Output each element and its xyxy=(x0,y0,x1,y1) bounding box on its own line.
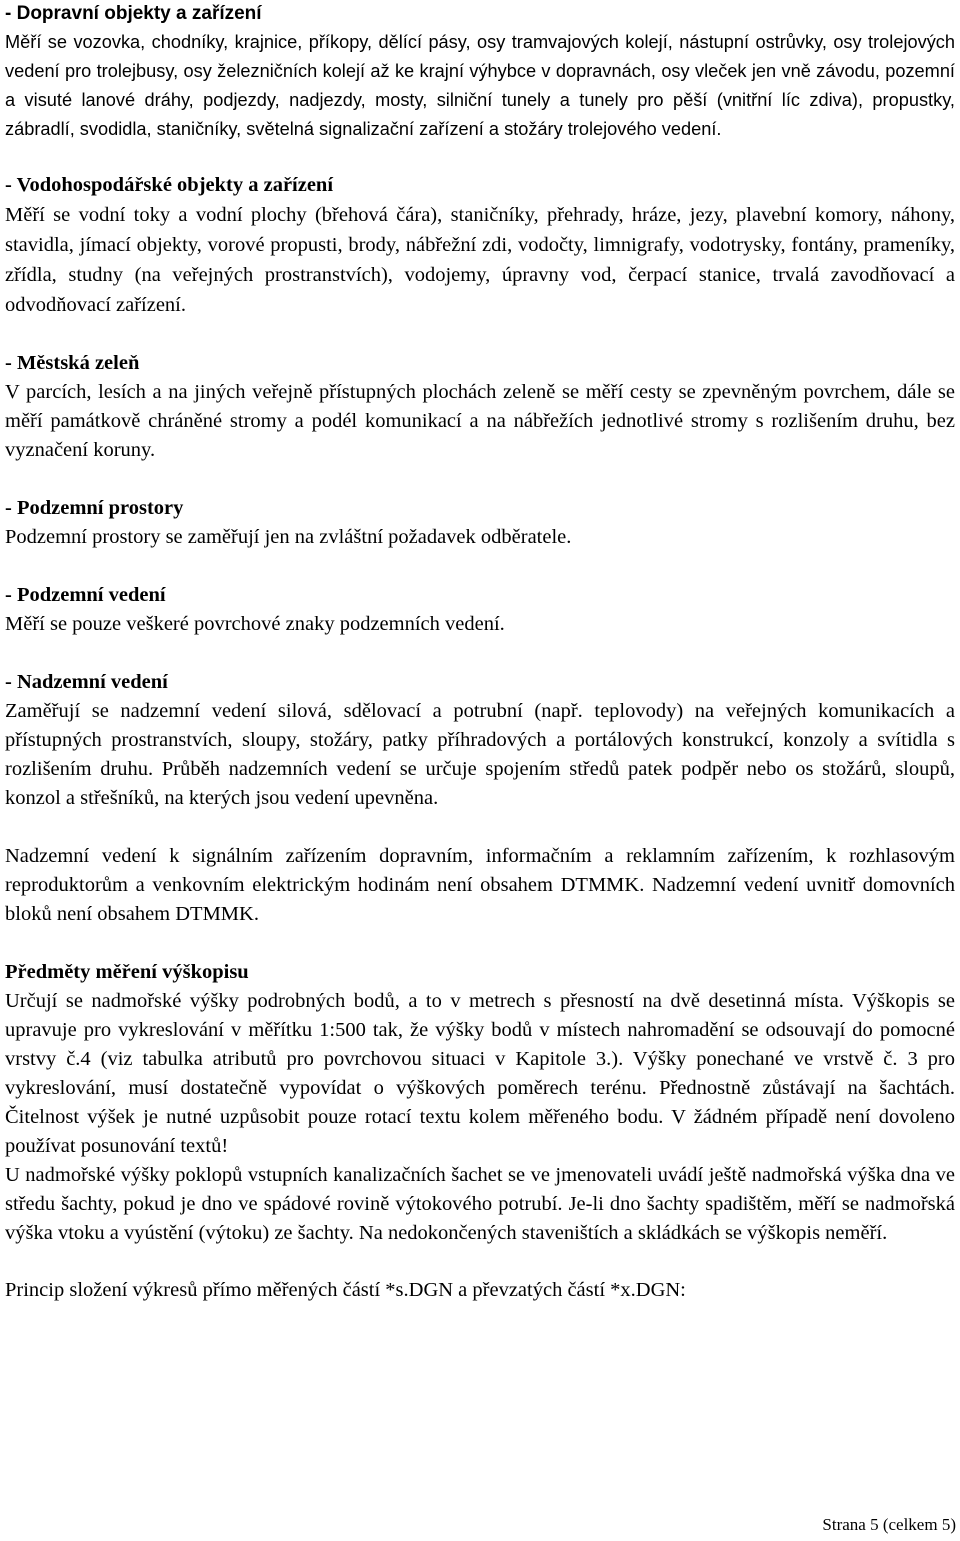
section-text: Podzemní prostory se zaměřují jen na zvláštní požadavek odběratele. xyxy=(5,526,572,548)
section-text: V parcích, lesích a na jiných veřejně přístupných plochách zeleně se měří cesty se zpevněným povrchem, dále se měří památkově chráněné stromy a podél komunikací a na nábřežích jednotlivé stromy s rozlišením druhu, bez vyznačení koruny. xyxy=(5,381,955,461)
section-text-2: U nadmořské výšky poklopů vstupních kanalizačních šachet se ve jmenovateli uvádí ještě nadmořská výška dna ve středu šachty, pokud je dno ve spádové rovině výtokového potrubí. Je-li dno šachty spadištěm, měří se nadmořská výška vtoku a vyústění (výtoku) ze šachty. Na nedokončených staveništích a skládkách se výškopis neměří. xyxy=(5,1164,955,1244)
section-podzemni-vedeni xyxy=(5,581,955,639)
section-text: Měří se vozovka, chodníky, krajnice, příkopy, dělící pásy, osy tramvajových kolejí, nástupní ostrůvky, osy trolejových vedení pro trolejbusy, osy železničních kolejí až ke krajní výhybce v dopravnách, osy vleček jen vně závodu, pozemní a visuté lanové dráhy, podjezdy, nadjezdy, mosty, silniční tunely a tunely pro pěší (vnitřní líc zdiva), propustky, zábradlí, svodidla, staničníky, světelná signalizační zařízení a stožáry trolejového vedení. xyxy=(5,32,955,139)
section-title: Předměty měření výškopisu xyxy=(5,961,249,983)
section-text: Měří se pouze veškeré povrchové znaky podzemních vedení. xyxy=(5,613,505,635)
section-title: - Podzemní prostory xyxy=(5,497,184,519)
section-text: Měří se vodní toky a vodní plochy (břehová čára), staničníky, přehrady, hráze, jezy, plavební komory, náhony, stavidla, jímací objekty, vorové propusti, brody, nábřežní zdi, vodočty, limnigrafy, vodotrysky, fontány, prameníky, zřídla, studny (na veřejných prostranstvích), vodojemy, úpravny vod, čerpací stanice, trvalá zavodňovací a odvodňovací zařízení. xyxy=(5,204,955,316)
section-dopravni-objekty xyxy=(5,0,955,144)
section-predmety-mereni-vyskopisu xyxy=(5,958,955,1248)
section-title: - Městská zeleň xyxy=(5,352,140,374)
section-title: - Nadzemní vedení xyxy=(5,671,168,693)
paragraph-nadzemni-vedeni-dtmmk: Nadzemní vedení k signálním zařízením dopravním, informačním a reklamním zařízením, k rozhlasovým reproduktorům a venkovním elektrickým hodinám není obsahem DTMMK. Nadzemní vedení uvnitř domovních bloků není obsahem DTMMK. xyxy=(5,845,955,925)
section-title: - Vodohospodářské objekty a zařízení xyxy=(5,174,334,196)
section-nadzemni-vedeni xyxy=(5,668,955,813)
document-page xyxy=(5,0,955,1305)
section-mestska-zelen xyxy=(5,349,955,465)
section-title: - Podzemní vedení xyxy=(5,584,166,606)
section-text: Určují se nadmořské výšky podrobných bodů, a to v metrech s přesností na dvě desetinná místa. Výškopis se upravuje pro vykreslování v měřítku 1:500 tak, že výšky bodů v místech nahromadění se odsouvají do pomocné vrstvy č.4 (viz tabulka atributů pro povrchovou situaci v Kapitole 3.). Výšky ponechané ve vrstvě č. 3 pro vykreslování, musí dostatečně vypovídat o výškových poměrech terénu. Přednostně zůstávají na šachtách. Čitelnost výšek je nutné uzpůsobit pouze rotací textu kolem měřeného bodu. V žádném případě není dovoleno používat posunování textů! xyxy=(5,990,955,1157)
page-number-footer: Strana 5 (celkem 5) xyxy=(822,1515,956,1534)
section-title: - Dopravní objekty a zařízení xyxy=(5,3,262,24)
section-vodohospodarske-objekty xyxy=(5,170,955,320)
section-podzemni-prostory xyxy=(5,494,955,552)
paragraph-princip-slozeni: Princip složení výkresů přímo měřených částí *s.DGN a převzatých částí *x.DGN: xyxy=(5,1279,686,1301)
section-text: Zaměřují se nadzemní vedení silová, sdělovací a potrubní (např. teplovody) na veřejných komunikacích a přístupných prostranstvích, sloupy, stožáry, patky příhradových a portálových konstrukcí, konzoly a svítidla s rozlišením druhu. Průběh nadzemních vedení se určuje spojením středů patek podpěr nebo os stožárů, sloupů, konzol a střešníků, na kterých jsou vedení upevněna. xyxy=(5,700,955,809)
